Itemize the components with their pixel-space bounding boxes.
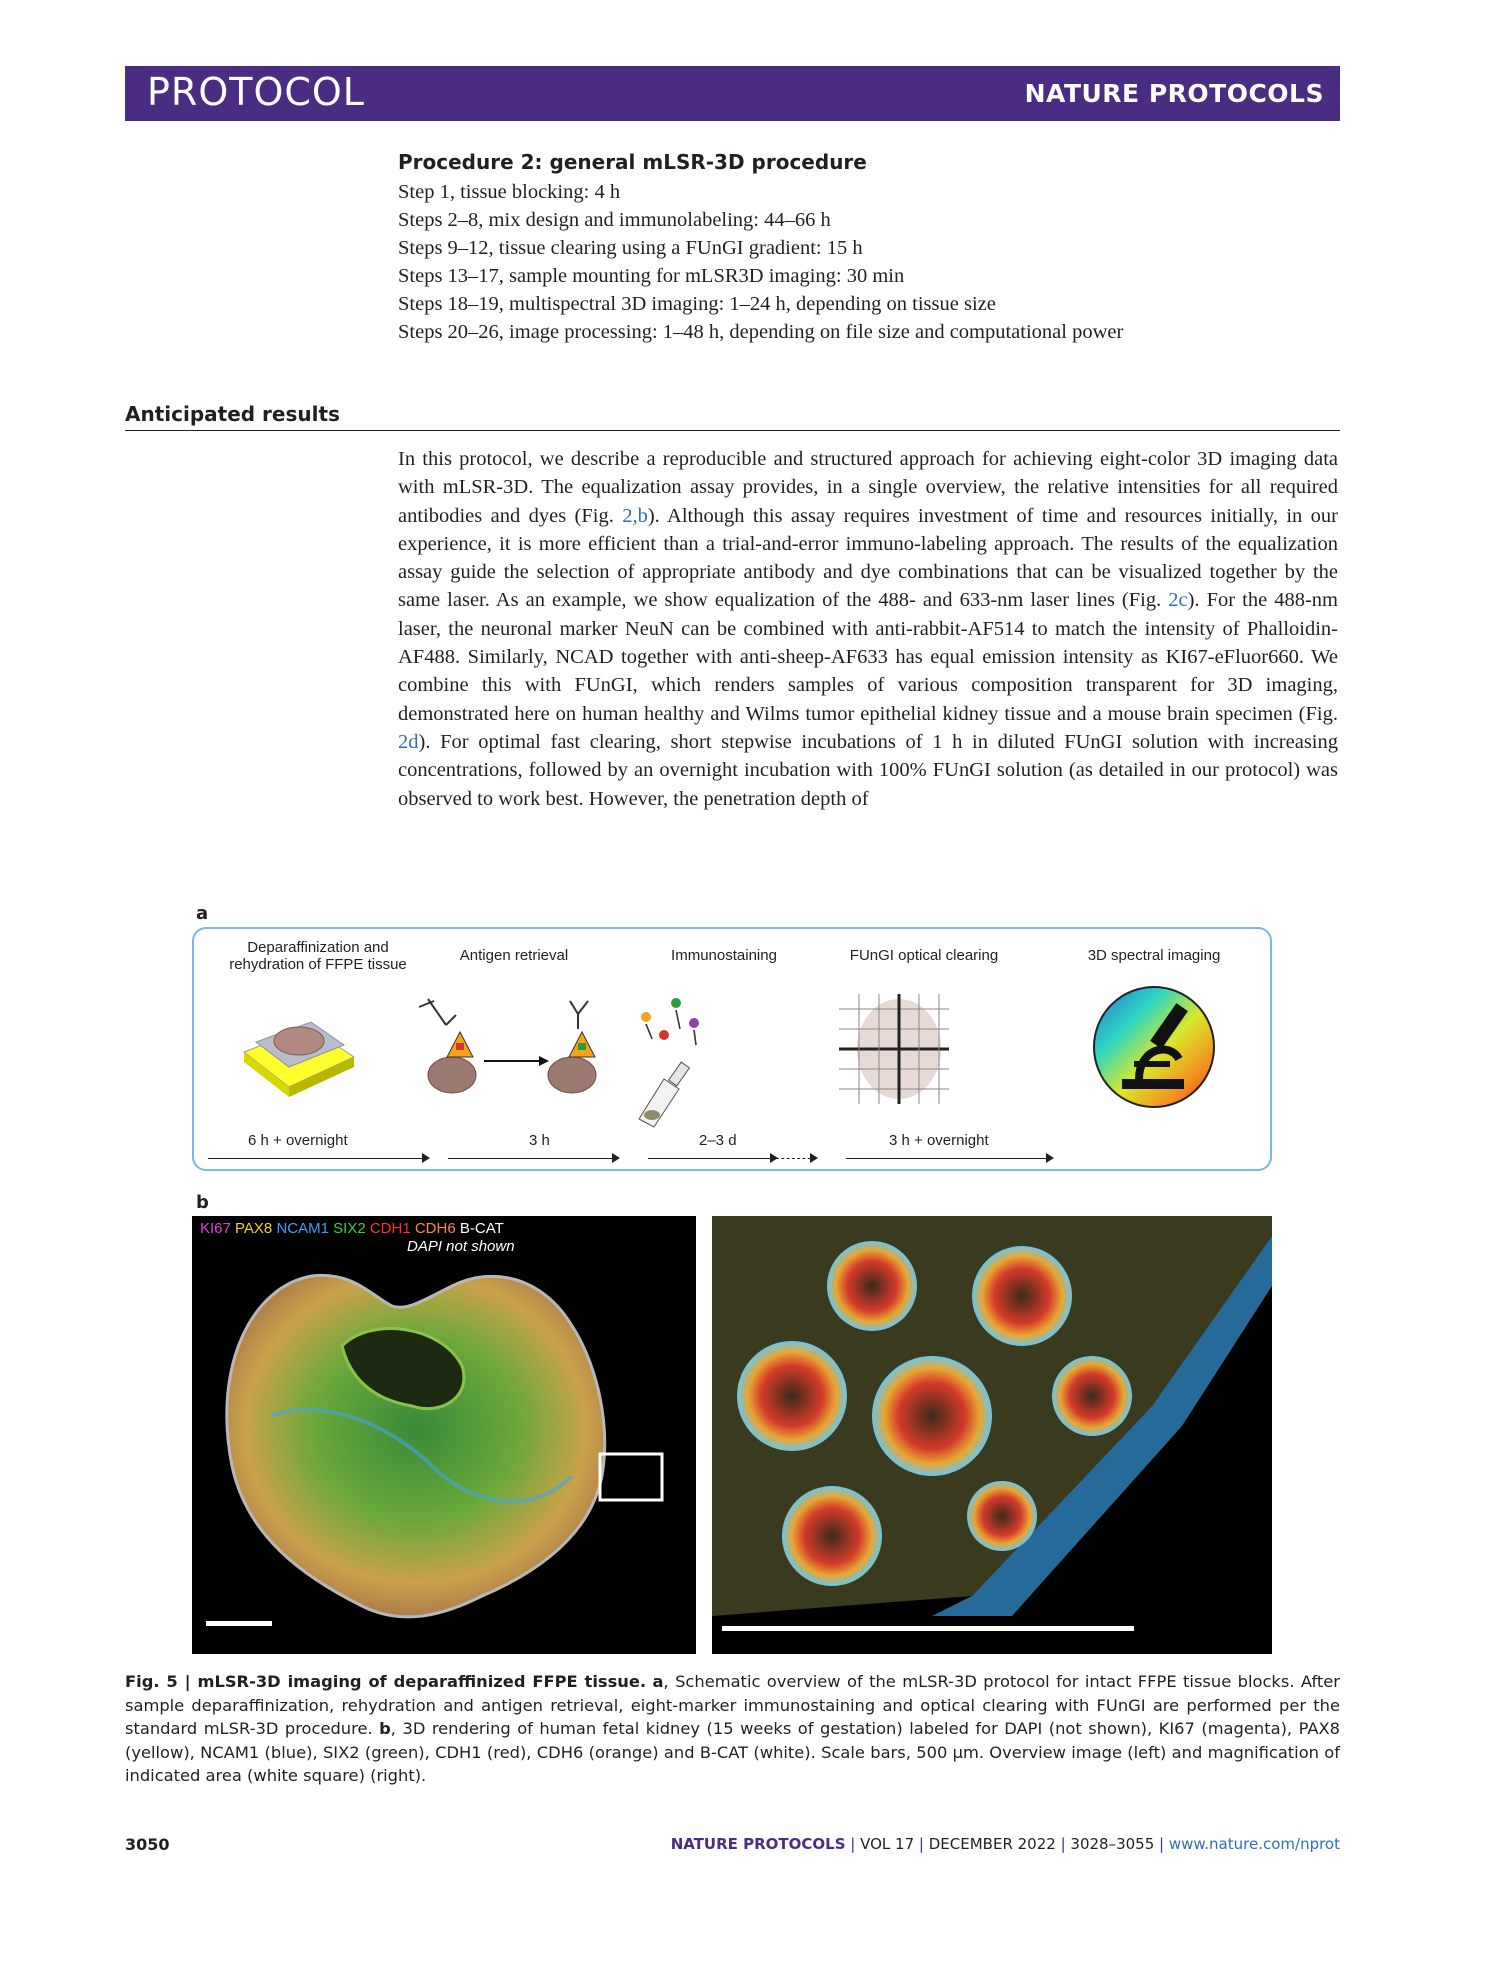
marker-legend-item: SIX2 [333, 1220, 370, 1237]
duration-label: 3 h [529, 1132, 550, 1149]
marker-legend-item: KI67 [200, 1220, 236, 1237]
panel-a-letter: a [196, 903, 209, 924]
section-type-label: PROTOCOL [147, 70, 365, 114]
body-paragraph: In this protocol, we describe a reproducible and structured approach for achieving eight-color 3D imaging data with mLSR-3D. The equalization assay provides, in a single overview, the relative intensities for all required antibodies and dyes (Fig. 2,b). Although this assay requires investment of time and resources initially, in our experience, it is more efficient than a trial-and-error immuno-labeling approach. The results of the equalization assay guide the selection of appropriate antibody and dye combinations that can be visualized together by the same laser. As an example, we show equalization of the 488- and 633-nm laser lines (Fig. 2c). For the 488-nm laser, the neuronal marker NeuN can be combined with anti-rabbit-AF514 to match the intensity of Phalloidin-AF488. Similarly, NCAD together with anti-sheep-AF633 has equal emission intensity as KI67-eFluor660. We combine this with FUnGI, which renders samples of various composition transparent for 3D imaging, demonstrated here on human healthy and Wilms tumor epithelial kidney tissue and a mouse brain specimen (Fig. 2d). For optimal fast clearing, short stepwise incubations of 1 h in diluted FUnGI solution with increasing concentrations, followed by an overnight incubation with 100% FUnGI solution (as detailed in our protocol) was observed to work best. However, the penetration depth of [398, 448, 1338, 810]
figure-ref-link[interactable]: 2c [1168, 589, 1188, 612]
timeline-arrow [846, 1158, 1052, 1159]
microscope-icon [1094, 987, 1214, 1107]
protocol-schematic [192, 927, 1272, 1171]
procedure-line: Steps 20–26, image processing: 1–48 h, depending on file size and computational power [398, 321, 1124, 343]
stage-label: Immunostaining [671, 947, 777, 964]
procedure-title: Procedure 2: general mLSR-3D procedure [398, 150, 867, 174]
figure-caption: Fig. 5 | mLSR-3D imaging of deparaffinized FFPE tissue. a, Schematic overview of the mLSR-3D protocol for intact FFPE tissue blocks. After sample deparaffinization, rehydration and antigen retrieval, eight-marker immunostaining and optical clearing with FUnGI are performed per the standard mLSR-3D procedure. b, 3D rendering of human fetal kidney (15 weeks of gestation) labeled for DAPI (not shown), KI67 (magenta), PAX8 (yellow), NCAM1 (blue), SIX2 (green), CDH1 (red), CDH6 (orange) and B-CAT (white). Scale bars, 500 μm. Overview image (left) and magnification of indicated area (white square) (right). [125, 1672, 1340, 1785]
stage-label: Antigen retrieval [459, 947, 569, 964]
stage-label: Deparaffinization and rehydration of FFPE tissue [229, 939, 407, 973]
marker-legend [200, 1220, 504, 1237]
marker-legend-item: CDH1 [369, 1220, 415, 1237]
header-banner [125, 66, 1340, 121]
procedure-line: Steps 9–12, tissue clearing using a FUnGI gradient: 15 h [398, 237, 863, 259]
page-number: 3050 [125, 1835, 170, 1854]
marker-legend-item: B-CAT [459, 1220, 504, 1237]
timeline-arrow [208, 1158, 428, 1159]
ffpe-block-icon [244, 1022, 354, 1097]
duration-label: 3 h + overnight [889, 1132, 989, 1149]
overview-microscopy-image [192, 1216, 696, 1654]
procedure-line: Steps 13–17, sample mounting for mLSR3D imaging: 30 min [398, 265, 905, 287]
journal-name: NATURE PROTOCOLS [1024, 79, 1324, 108]
antigen-retrieval-icon [419, 999, 596, 1093]
timeline-arrow [448, 1158, 618, 1159]
stage-label: 3D spectral imaging [1087, 947, 1221, 964]
timeline-arrow [648, 1158, 776, 1159]
timeline-arrow-dotted [776, 1158, 816, 1159]
marker-legend-item: CDH6 [414, 1220, 460, 1237]
optical-clearing-icon [839, 994, 949, 1104]
stage-label: FUnGI optical clearing [849, 947, 999, 964]
journal-url-link[interactable]: www.nature.com/nprot [1168, 1835, 1340, 1853]
duration-label: 2–3 d [699, 1132, 737, 1149]
figure-ref-link[interactable]: 2d [398, 730, 419, 753]
panel-b-letter: b [196, 1192, 209, 1213]
dapi-note: DAPI not shown [407, 1238, 515, 1255]
marker-legend-item: PAX8 [235, 1220, 277, 1237]
section-rule [125, 430, 1340, 431]
procedure-line: Steps 2–8, mix design and immunolabeling: 44–66 h [398, 209, 831, 231]
figure-ref-link[interactable]: 2,b [622, 504, 648, 527]
procedure-line: Step 1, tissue blocking: 4 h [398, 181, 621, 203]
immunostaining-icon [639, 998, 699, 1127]
procedure-timing [398, 150, 1338, 346]
magnified-microscopy-image [712, 1216, 1272, 1654]
journal-footer: NATURE PROTOCOLS | VOL 17 | DECEMBER 2022 | 3028–3055 | www.nature.com/nprot [670, 1835, 1340, 1853]
marker-legend-item: NCAM1 [276, 1220, 334, 1237]
procedure-line: Steps 18–19, multispectral 3D imaging: 1–24 h, depending on tissue size [398, 293, 996, 315]
section-heading: Anticipated results [125, 402, 340, 426]
duration-label: 6 h + overnight [248, 1132, 348, 1149]
